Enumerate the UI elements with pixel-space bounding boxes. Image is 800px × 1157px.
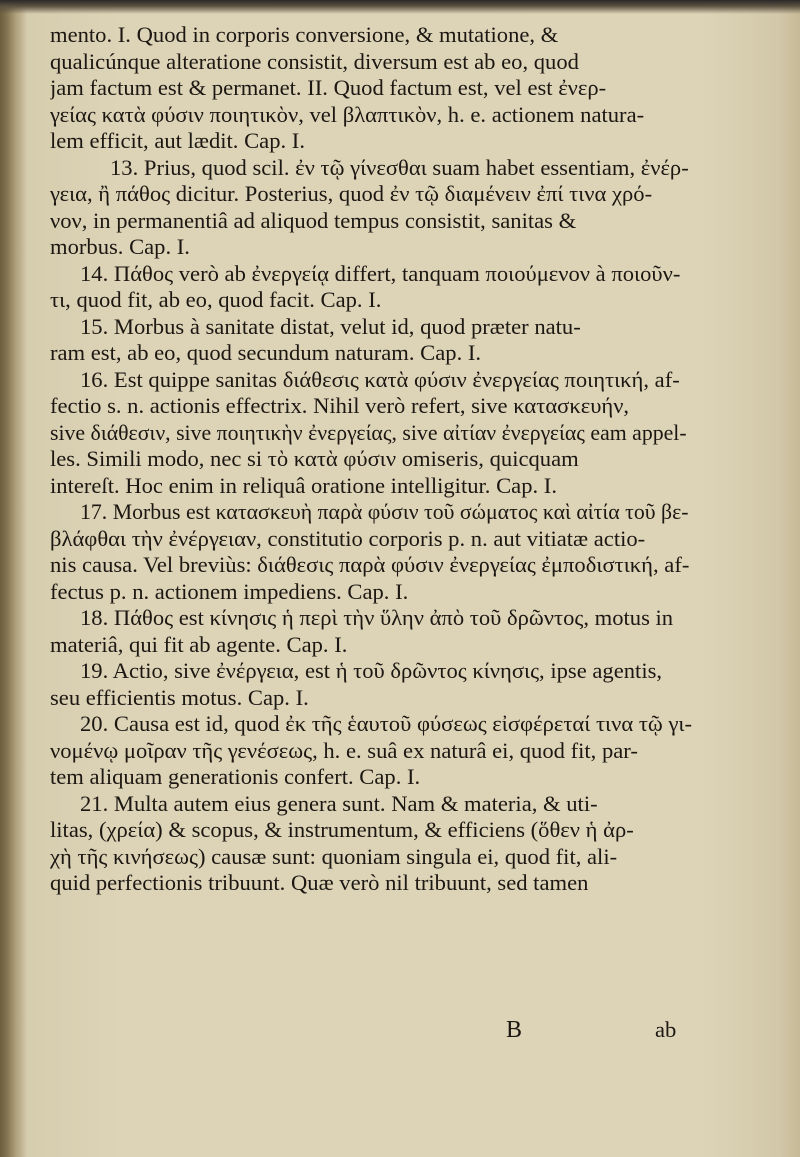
text-line: γεια, ἢ πάθος dicitur. Posterius, quod ἐν τῷ διαμένειν ἐπί τινα χρό- (50, 181, 653, 206)
text-line: 13. Prius, quod scil. ἐν τῷ γίνεσθαι suam habet essentiam, ἐνέρ- (110, 154, 689, 180)
text-line: qualicúnque alteratione consistit, diversum est ab eo, quod (50, 48, 579, 74)
signature-mark: B (506, 1017, 523, 1043)
text-line: morbus. Cap. I. (50, 234, 190, 259)
text-line: les. Simili modo, nec si τὸ κατὰ φύσιν omiseris, quicquam (50, 446, 579, 471)
text-line: materiâ, qui fit ab agente. Cap. I. (50, 631, 348, 657)
paragraph-17 (50, 499, 695, 605)
text-line: 20. Causa est id, quod ἐκ τῆς ἑαυτοῦ φύσεως εἰσφέρεταί τινα τῷ γι- (80, 711, 693, 736)
text-line: litas, (χρεία) & scopus, & instrumentum, & efficiens (ὅθεν ἡ ἀρ- (50, 817, 634, 842)
catchword: ab (655, 1017, 677, 1042)
paragraph-18 (50, 605, 695, 658)
text-line: lem efficit, aut lædit. Cap. I. (50, 128, 305, 153)
text-line: fectio s. n. actionis effectrix. Nihil verò refert, sive κατασκευήν, (50, 393, 630, 418)
paragraph-21 (50, 791, 695, 897)
paragraph-14 (50, 261, 695, 314)
text-line: nis causa. Vel breviùs: διάθεσις παρὰ φύσιν ἐνεργείας ἐμποδιστική, af- (50, 552, 690, 577)
paragraph-19 (50, 658, 695, 711)
text-line: 15. Morbus à sanitate distat, velut id, quod præter natu- (80, 313, 581, 339)
text-line: sive διάθεσιν, sive ποιητικὴν ἐνεργείας, sive αἰτίαν ἐνεργείας eam appel- (50, 420, 687, 445)
text-line: 17. Morbus est κατασκευὴ παρὰ φύσιν τοῦ σώματος καὶ αἰτία τοῦ βε- (80, 500, 689, 524)
paragraph-20 (50, 711, 695, 791)
paragraph-12-continued (50, 22, 695, 155)
text-line: mento. I. Quod in corporis conversione, & mutatione, & (50, 22, 559, 47)
text-line: tem aliquam generationis confert. Cap. I. (50, 764, 421, 789)
paragraph-13 (50, 155, 695, 261)
scan-top-edge (0, 0, 800, 14)
text-line: 14. Πάθος verò ab ἐνεργείᾳ differt, tanquam ποιούμενον à ποιοῦν- (80, 260, 681, 286)
text-line: 21. Multa autem eius genera sunt. Nam & materia, & uti- (80, 790, 598, 816)
body-text (50, 22, 695, 897)
text-line: intereſt. Hoc enim in reliquâ oratione intelligitur. Cap. I. (50, 472, 557, 498)
text-line: νον, in permanentiâ ad aliquod tempus consistit, sanitas & (50, 207, 577, 233)
paragraph-15 (50, 314, 695, 367)
text-line: βλάφθαι τὴν ἐνέργειαν, constitutio corporis p. n. aut vitiatæ actio- (50, 525, 646, 551)
text-line: seu efficientis motus. Cap. I. (50, 684, 309, 710)
text-line: γείας κατὰ φύσιν ποιητικὸν, vel βλαπτικὸν, h. e. actionem natura- (50, 101, 645, 127)
text-line: 16. Est quippe sanitas διάθεσις κατὰ φύσιν ἐνεργείας ποιητική, af- (80, 366, 680, 392)
text-line: τι, quod fit, ab eo, quod facit. Cap. I. (50, 287, 382, 312)
text-line: fectus p. n. actionem impediens. Cap. I. (50, 578, 409, 604)
text-line: 18. Πάθος est κίνησις ἡ περὶ τὴν ὕλην ἀπὸ τοῦ δρῶντος, motus in (80, 605, 674, 630)
text-line: χὴ τῆς κινήσεως) causæ sunt: quoniam singula ei, quod fit, ali- (50, 843, 618, 869)
binding-gutter (0, 0, 26, 1157)
text-line: jam factum est & permanet. II. Quod factum est, vel est ἐνερ- (50, 75, 607, 100)
text-line: 19. Actio, sive ἐνέργεια, est ἡ τοῦ δρῶντος κίνησις, ipse agentis, (80, 658, 663, 683)
text-line: ram est, ab eo, quod secundum naturam. Cap. I. (50, 340, 482, 365)
text-line: νομένῳ μοῖραν τῆς γενέσεως, h. e. suâ ex naturâ ei, quod fit, par- (50, 737, 638, 763)
text-line: quid perfectionis tribuunt. Quæ verò nil tribuunt, sed tamen (50, 870, 589, 895)
paragraph-16 (50, 367, 695, 500)
